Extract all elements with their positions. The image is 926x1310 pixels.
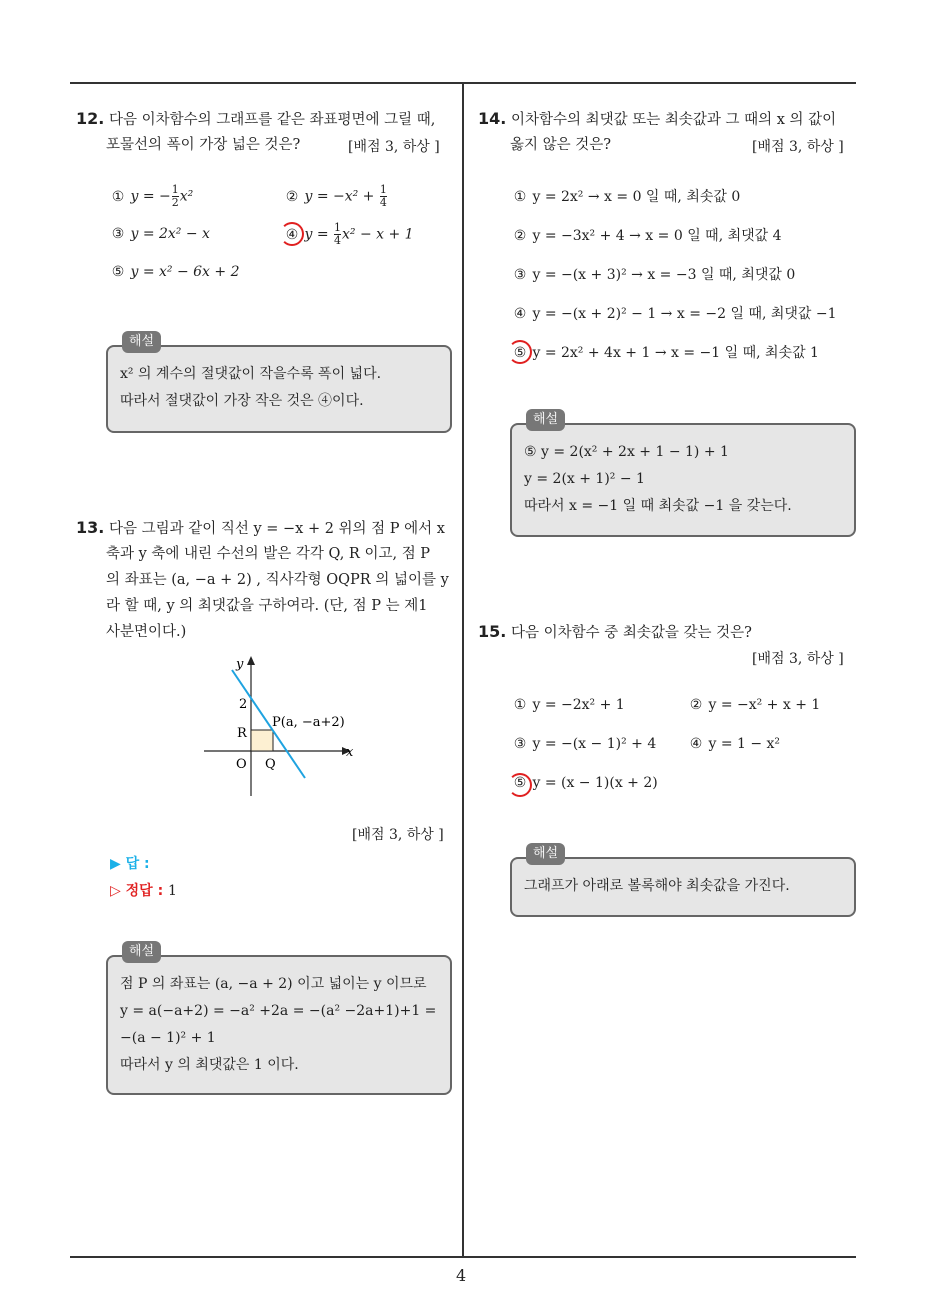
page-number: 4 <box>456 1266 467 1285</box>
q14-option-3[interactable]: ③ y = −(x + 3)² → x = −3 일 때, 최댓값 0 <box>513 267 796 283</box>
q14-line1 <box>478 105 836 134</box>
q13-figure <box>196 650 366 800</box>
q13-number: 13. <box>76 518 105 537</box>
column-divider <box>462 82 464 1258</box>
q13-text-line: 다음 그림과 같이 직선 y = −x + 2 위의 점 P 에서 x <box>108 521 445 537</box>
q15-score: [배점 3, 하상 ] <box>752 651 844 667</box>
label-Q: Q <box>265 757 276 772</box>
solution-tag: 해설 <box>122 331 161 353</box>
q13-score: [배점 3, 하상 ] <box>352 827 444 843</box>
solution-tag: 해설 <box>526 409 565 431</box>
q12-number: 12. <box>76 109 105 128</box>
q13-text-line: 사분면이다.) <box>106 624 187 640</box>
q13-solution-line: y = a(−a+2) = −a² +2a = −(a² −2a+1)+1 = <box>120 1003 437 1019</box>
x-axis-label: x <box>346 745 354 760</box>
y-axis-arrow-icon <box>247 656 255 665</box>
answer-mark-icon <box>508 340 532 364</box>
q14-solution-box <box>510 412 856 537</box>
q15-option-2[interactable]: ② y = −x² + x + 1 <box>689 697 821 713</box>
q13-text-line: 축과 y 축에 내린 수선의 발은 각각 Q, R 이고, 점 P <box>106 546 431 562</box>
rectangle-OQPR <box>251 730 273 751</box>
q12-option-4[interactable]: ④ y = $\frac{1}{4}$ x² − x + 1 <box>285 221 414 247</box>
q12-option-5[interactable]: ⑤ y = x² − 6x + 2 <box>111 264 240 280</box>
q14-text-line1: 이차함수의 최댓값 또는 최솟값과 그 때의 x 의 값이 <box>510 112 837 128</box>
q13-line1 <box>76 514 460 543</box>
solution-tag: 해설 <box>122 941 161 963</box>
q13-text-line: 의 좌표는 (a, −a + 2) , 직사각형 OQPR 의 넓이를 y <box>106 572 449 588</box>
q14-number: 14. <box>478 109 507 128</box>
q15-option-3[interactable]: ③ y = −(x − 1)² + 4 <box>513 736 657 752</box>
y-axis-label: y <box>236 657 244 672</box>
q15-option-1[interactable]: ① y = −2x² + 1 <box>513 697 625 713</box>
q13-answer-label: ▶ 답 : <box>110 856 150 872</box>
label-2: 2 <box>239 697 248 712</box>
q13-solution-box <box>106 944 452 1095</box>
answer-mark-icon <box>280 222 304 246</box>
label-P: P(a, −a+2) <box>272 715 345 730</box>
q13-solution-line: 점 P 의 좌표는 (a, −a + 2) 이고 넓이는 y 이므로 <box>120 976 427 992</box>
q14-option-1[interactable]: ① y = 2x² → x = 0 일 때, 최솟값 0 <box>513 189 741 205</box>
q12-score: [배점 3, 하상 ] <box>348 139 440 155</box>
q15-solution-line1: 그래프가 아래로 볼록해야 최솟값을 가진다. <box>524 878 790 894</box>
fraction: $\frac{1}{2}$ <box>171 183 179 209</box>
q13-correct-value: 1 <box>168 883 177 899</box>
q14-score: [배점 3, 하상 ] <box>752 139 844 155</box>
q12-text-line1: 다음 이차함수의 그래프를 같은 좌표평면에 그릴 때, <box>108 112 436 128</box>
q13-solution-line: 따라서 y 의 최댓값은 1 이다. <box>120 1057 299 1073</box>
label-O: O <box>236 757 247 772</box>
q12-text-line2: 포물선의 폭이 가장 넓은 것은? <box>106 137 301 153</box>
q15-line1 <box>478 618 752 647</box>
q12-option-2[interactable]: ② y = −x² + $\frac{1}{4}$ <box>285 183 387 209</box>
q14-option-5[interactable]: ⑤ y = 2x² + 4x + 1 → x = −1 일 때, 최솟값 1 <box>513 345 819 361</box>
q12-option-1[interactable]: ① y = − $\frac{1}{2}$ x² <box>111 183 194 209</box>
q15-solution-box <box>510 846 856 917</box>
q12-solution-line2: 따라서 절댓값이 가장 작은 것은 ④이다. <box>120 393 364 409</box>
q12-option-3[interactable]: ③ y = 2x² − x <box>111 226 210 242</box>
q14-solution-line: y = 2(x + 1)² − 1 <box>524 471 645 487</box>
solution-tag: 해설 <box>526 843 565 865</box>
q14-text-line2: 옳지 않은 것은? <box>510 137 612 153</box>
q15-option-5[interactable]: ⑤ y = (x − 1)(x + 2) <box>513 775 658 791</box>
q15-number: 15. <box>478 622 507 641</box>
q15-text-line1: 다음 이차함수 중 최솟값을 갖는 것은? <box>510 625 752 641</box>
q12-solution-box <box>106 334 452 433</box>
q13-solution-line: −(a − 1)² + 1 <box>120 1030 216 1046</box>
fraction: $\frac{1}{4}$ <box>334 221 341 247</box>
fraction: $\frac{1}{4}$ <box>379 183 387 209</box>
label-R: R <box>237 726 247 741</box>
q13-text-line: 라 할 때, y 의 최댓값을 구하여라. (단, 점 P 는 제1 <box>106 598 428 614</box>
q15-option-4[interactable]: ④ y = 1 − x² <box>689 736 781 752</box>
q13-correct-label: ▷ 정답 : 1 <box>110 883 177 899</box>
q14-solution-line: ⑤ y = 2(x² + 2x + 1 − 1) + 1 <box>524 444 729 460</box>
bottom-rule <box>70 1256 856 1258</box>
q12-line1 <box>76 105 435 134</box>
q12-solution-line1: x² 의 계수의 절댓값이 작을수록 폭이 넓다. <box>120 366 382 382</box>
q14-option-2[interactable]: ② y = −3x² + 4 → x = 0 일 때, 최댓값 4 <box>513 228 782 244</box>
q14-solution-line: 따라서 x = −1 일 때 최솟값 −1 을 갖는다. <box>524 498 792 514</box>
q14-option-4[interactable]: ④ y = −(x + 2)² − 1 → x = −2 일 때, 최댓값 −1 <box>513 306 837 322</box>
answer-mark-icon <box>508 773 532 797</box>
